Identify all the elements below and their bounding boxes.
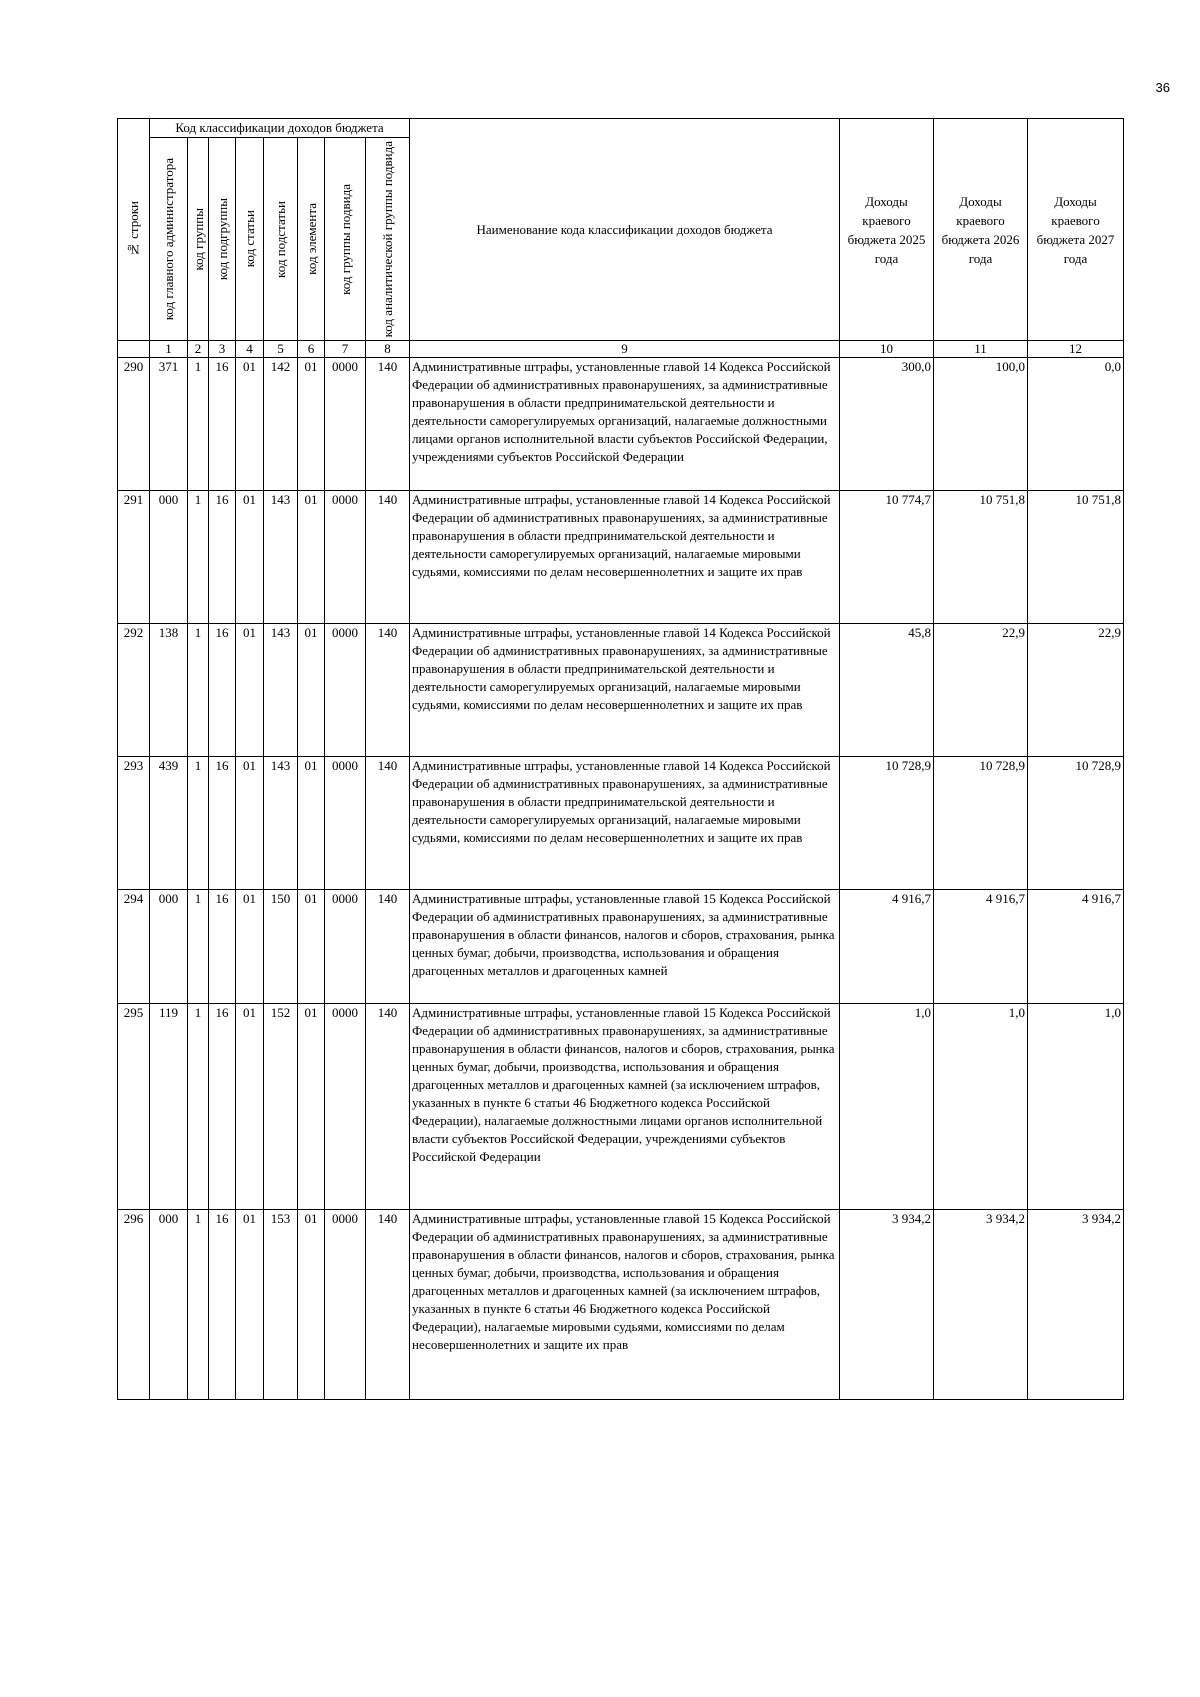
code-subarticle: 143 (264, 757, 298, 890)
column-number: 11 (934, 341, 1028, 358)
code-group: 1 (188, 491, 209, 624)
code-name: Административные штрафы, установленные главой 14 Кодекса Российской Федерации об административных правонарушениях, за административные правонарушения в области предпринимательской деятельности и деятельности саморегулируемых организаций, налагаемые мировыми судьями, комиссиями по делам несовершеннолетних и защите их прав (410, 491, 840, 624)
amount-2026: 10 728,9 (934, 757, 1028, 890)
header-classification-group: Код классификации доходов бюджета (150, 119, 410, 138)
code-name: Административные штрафы, установленные главой 14 Кодекса Российской Федерации об административных правонарушениях, за административные правонарушения в области предпринимательской деятельности и деятельности саморегулируемых организаций, налагаемые мировыми судьями, комиссиями по делам несовершеннолетних и защите их прав (410, 624, 840, 757)
amount-2026: 1,0 (934, 1004, 1028, 1210)
amount-2025: 3 934,2 (840, 1210, 934, 1400)
code-analytic-group: 140 (366, 358, 410, 491)
amount-2025: 1,0 (840, 1004, 934, 1210)
code-admin: 000 (150, 1210, 188, 1400)
code-group: 1 (188, 890, 209, 1004)
code-article: 01 (236, 491, 264, 624)
code-group: 1 (188, 358, 209, 491)
amount-2025: 10 774,7 (840, 491, 934, 624)
amount-2027: 22,9 (1028, 624, 1124, 757)
code-subarticle: 153 (264, 1210, 298, 1400)
code-analytic-group: 140 (366, 1210, 410, 1400)
code-subtype-group: 0000 (325, 1004, 366, 1210)
column-number: 3 (209, 341, 236, 358)
column-number: 6 (298, 341, 325, 358)
code-subarticle: 142 (264, 358, 298, 491)
table-row (118, 1210, 1124, 1400)
column-number: 12 (1028, 341, 1124, 358)
code-subarticle: 143 (264, 491, 298, 624)
code-admin: 119 (150, 1004, 188, 1210)
page-number: 36 (1155, 80, 1170, 95)
code-subgroup: 16 (209, 624, 236, 757)
code-subarticle: 143 (264, 624, 298, 757)
code-subtype-group: 0000 (325, 358, 366, 491)
code-subtype-group: 0000 (325, 890, 366, 1004)
code-group: 1 (188, 624, 209, 757)
amount-2027: 4 916,7 (1028, 890, 1124, 1004)
amount-2027: 10 728,9 (1028, 757, 1124, 890)
code-name: Административные штрафы, установленные главой 15 Кодекса Российской Федерации об административных правонарушениях, за административные правонарушения в области финансов, налогов и сборов, страхования, рынка ценных бумаг, добычи, производства, использования и обращения драгоценных металлов и драгоценных камней (410, 890, 840, 1004)
row-number: 295 (118, 1004, 150, 1210)
row-number: 291 (118, 491, 150, 624)
code-analytic-group: 140 (366, 1004, 410, 1210)
amount-2025: 300,0 (840, 358, 934, 491)
code-subgroup: 16 (209, 1004, 236, 1210)
row-number: 296 (118, 1210, 150, 1400)
amount-2025: 10 728,9 (840, 757, 934, 890)
code-subgroup: 16 (209, 491, 236, 624)
code-subgroup: 16 (209, 757, 236, 890)
amount-2025: 4 916,7 (840, 890, 934, 1004)
column-number: 9 (410, 341, 840, 358)
column-number: 4 (236, 341, 264, 358)
column-number: 1 (150, 341, 188, 358)
code-name: Административные штрафы, установленные главой 14 Кодекса Российской Федерации об административных правонарушениях, за административные правонарушения в области предпринимательской деятельности и деятельности саморегулируемых организаций, налагаемые мировыми судьями, комиссиями по делам несовершеннолетних и защите их прав (410, 757, 840, 890)
amount-2027: 10 751,8 (1028, 491, 1124, 624)
column-number: 7 (325, 341, 366, 358)
code-name: Административные штрафы, установленные главой 15 Кодекса Российской Федерации об административных правонарушениях, за административные правонарушения в области финансов, налогов и сборов, страхования, рынка ценных бумаг, добычи, производства, использования и обращения драгоценных металлов и драгоценных камней (за исключением штрафов, указанных в пункте 6 статьи 46 Бюджетного кодекса Российской Федерации), налагаемые мировыми судьями, комиссиями по делам несовершеннолетних и защите их прав (410, 1210, 840, 1400)
row-number: 292 (118, 624, 150, 757)
column-number (118, 341, 150, 358)
header-code-article: код статьи (236, 138, 264, 341)
code-subgroup: 16 (209, 890, 236, 1004)
table-header-row (118, 119, 1124, 138)
code-group: 1 (188, 1004, 209, 1210)
row-number: 290 (118, 358, 150, 491)
code-analytic-group: 140 (366, 890, 410, 1004)
code-subtype-group: 0000 (325, 624, 366, 757)
header-row-number: № строки (118, 119, 150, 341)
code-admin: 371 (150, 358, 188, 491)
header-name: Наименование кода классификации доходов бюджета (410, 119, 840, 341)
code-element: 01 (298, 624, 325, 757)
code-analytic-group: 140 (366, 491, 410, 624)
code-element: 01 (298, 757, 325, 890)
header-code-subarticle: код подстатьи (264, 138, 298, 341)
amount-2027: 0,0 (1028, 358, 1124, 491)
header-code-subtype-group: код группы подвида (325, 138, 366, 341)
header-code-subgroup: код подгруппы (209, 138, 236, 341)
code-subtype-group: 0000 (325, 757, 366, 890)
table-row (118, 491, 1124, 624)
code-element: 01 (298, 358, 325, 491)
code-analytic-group: 140 (366, 624, 410, 757)
table-row (118, 890, 1124, 1004)
code-group: 1 (188, 757, 209, 890)
code-element: 01 (298, 491, 325, 624)
code-admin: 000 (150, 890, 188, 1004)
amount-2027: 1,0 (1028, 1004, 1124, 1210)
code-article: 01 (236, 358, 264, 491)
header-amount-2025: Доходы краевого бюджета 2025 года (840, 119, 934, 341)
row-number: 293 (118, 757, 150, 890)
table-row (118, 757, 1124, 890)
code-subtype-group: 0000 (325, 491, 366, 624)
row-number: 294 (118, 890, 150, 1004)
table-row (118, 358, 1124, 491)
code-admin: 138 (150, 624, 188, 757)
header-amount-2026: Доходы краевого бюджета 2026 года (934, 119, 1028, 341)
table-row (118, 624, 1124, 757)
code-analytic-group: 140 (366, 757, 410, 890)
code-article: 01 (236, 624, 264, 757)
code-element: 01 (298, 1004, 325, 1210)
amount-2026: 10 751,8 (934, 491, 1028, 624)
amount-2025: 45,8 (840, 624, 934, 757)
code-subtype-group: 0000 (325, 1210, 366, 1400)
code-element: 01 (298, 1210, 325, 1400)
code-name: Административные штрафы, установленные главой 14 Кодекса Российской Федерации об административных правонарушениях, за административные правонарушения в области предпринимательской деятельности и деятельности саморегулируемых организаций, налагаемые должностными лицами органов исполнительной власти субъектов Российской Федерации, учреждениями субъектов Российской Федерации (410, 358, 840, 491)
budget-revenue-table (117, 118, 1124, 1400)
code-admin: 439 (150, 757, 188, 890)
amount-2026: 22,9 (934, 624, 1028, 757)
amount-2026: 3 934,2 (934, 1210, 1028, 1400)
header-code-element: код элемента (298, 138, 325, 341)
amount-2026: 100,0 (934, 358, 1028, 491)
column-number: 5 (264, 341, 298, 358)
code-subarticle: 150 (264, 890, 298, 1004)
code-admin: 000 (150, 491, 188, 624)
column-number: 10 (840, 341, 934, 358)
column-number: 2 (188, 341, 209, 358)
amount-2027: 3 934,2 (1028, 1210, 1124, 1400)
code-subgroup: 16 (209, 358, 236, 491)
header-code-admin: код главного администратора (150, 138, 188, 341)
code-article: 01 (236, 1210, 264, 1400)
code-article: 01 (236, 757, 264, 890)
column-number: 8 (366, 341, 410, 358)
column-number-row (118, 341, 1124, 358)
code-element: 01 (298, 890, 325, 1004)
code-group: 1 (188, 1210, 209, 1400)
amount-2026: 4 916,7 (934, 890, 1028, 1004)
header-code-analytic-group: код аналитической группы подвида (366, 138, 410, 341)
code-subarticle: 152 (264, 1004, 298, 1210)
code-subgroup: 16 (209, 1210, 236, 1400)
code-article: 01 (236, 890, 264, 1004)
table-row (118, 1004, 1124, 1210)
code-article: 01 (236, 1004, 264, 1210)
header-amount-2027: Доходы краевого бюджета 2027 года (1028, 119, 1124, 341)
code-name: Административные штрафы, установленные главой 15 Кодекса Российской Федерации об административных правонарушениях, за административные правонарушения в области финансов, налогов и сборов, страхования, рынка ценных бумаг, добычи, производства, использования и обращения драгоценных металлов и драгоценных камней (за исключением штрафов, указанных в пункте 6 статьи 46 Бюджетного кодекса Российской Федерации), налагаемые должностными лицами органов исполнительной власти субъектов Российской Федерации, учреждениями субъектов Российской Федерации (410, 1004, 840, 1210)
header-code-group: код группы (188, 138, 209, 341)
